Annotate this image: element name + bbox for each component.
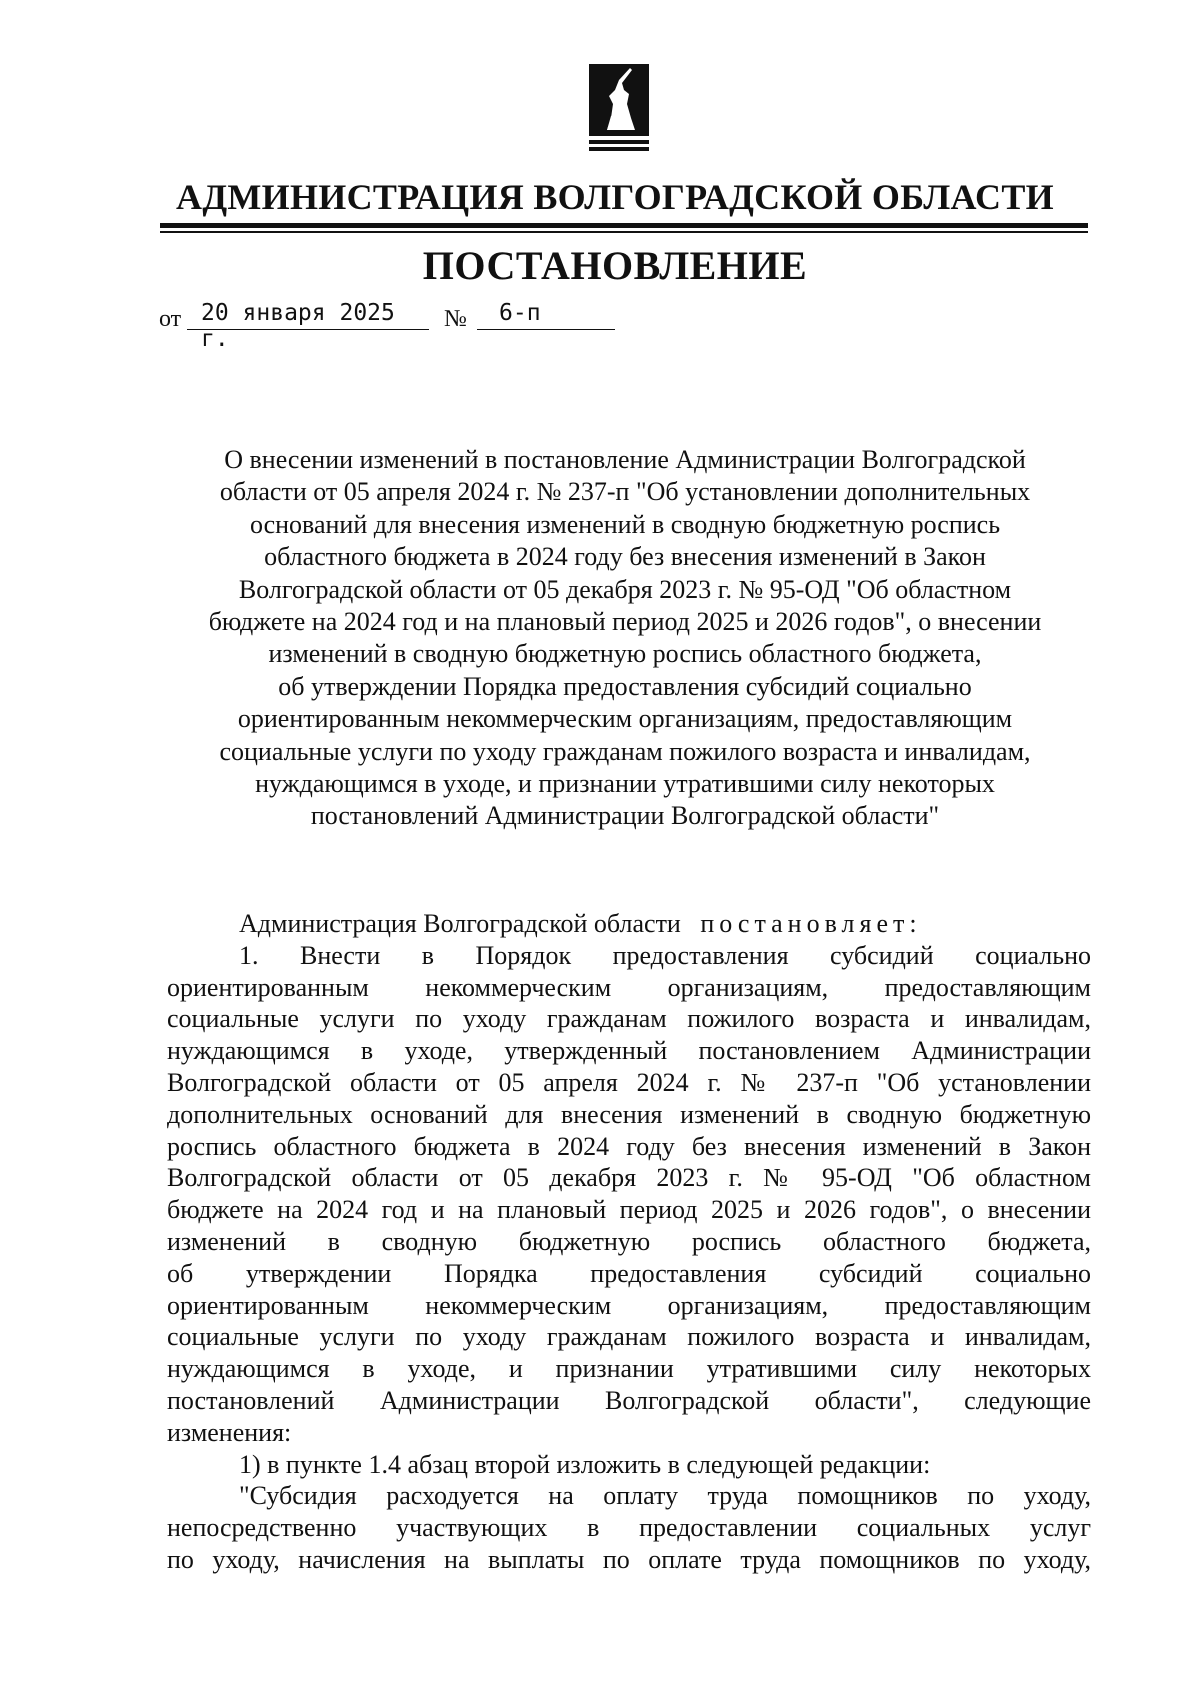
intro-line: [167, 908, 1091, 940]
text-line: Волгоградской области от 05 апреля 2024 г. № 237-п "Об установлении: [167, 1067, 1091, 1097]
document-body: [167, 908, 1091, 1576]
text-line: социальные услуги по уходу гражданам пожилого возраста и инвалидам,: [167, 1322, 1091, 1352]
intro-verb: постановляет:: [700, 909, 922, 938]
volgograd-emblem-icon: [589, 64, 649, 154]
header-rule-thick: [160, 223, 1088, 228]
organization-title: АДМИНИСТРАЦИЯ ВОЛГОГРАДСКОЙ ОБЛАСТИ: [176, 177, 1054, 217]
quoted-text: [167, 1480, 1091, 1575]
text-line: Волгоградской области от 05 декабря 2023 г. № 95-ОД "Об областном: [167, 1163, 1091, 1193]
date-label: от: [159, 306, 182, 332]
subject-line: социальные услуги по уходу гражданам пожилого возраста и инвалидам,: [219, 736, 1031, 766]
subject-line: О внесении изменений в постановление Администрации Волгоградской: [224, 445, 1026, 474]
subitem-1: 1) в пункте 1.4 абзац второй изложить в следующей редакции:: [239, 1449, 931, 1479]
item-1: [167, 940, 1091, 1449]
text-line: по уходу, начисления на выплаты по оплате труда помощников по уходу,: [167, 1544, 1091, 1574]
subject-line: Волгоградской области от 05 декабря 2023 г. № 95-ОД "Об областном: [238, 574, 1012, 604]
text-line: постановлений Администрации Волгоградской области", следующие: [167, 1385, 1091, 1415]
text-line: бюджете на 2024 год и на плановый период 2025 и 2026 годов", о внесении: [167, 1195, 1091, 1225]
header-rule-thin: [160, 231, 1088, 233]
subject-line: изменений в сводную бюджетную роспись областного бюджета,: [268, 639, 982, 669]
text-line: непосредственно участвующих в предоставлении социальных услуг: [167, 1513, 1091, 1543]
text-line: ориентированным некоммерческим организациям, предоставляющим: [167, 1290, 1091, 1320]
subject-line: об утверждении Порядка предоставления субсидий социально: [278, 671, 972, 701]
subject-line: областного бюджета в 2024 году без внесения изменений в Закон: [264, 542, 986, 572]
document-subject: [160, 444, 1090, 833]
document-type-title: ПОСТАНОВЛЕНИЕ: [422, 243, 808, 288]
text-line: нуждающимся в уходе, и признании утратившими силу некоторых: [167, 1354, 1091, 1384]
text-line: нуждающимся в уходе, утвержденный постановлением Администрации: [167, 1036, 1091, 1066]
text-line: "Субсидия расходуется на оплату труда помощников по уходу,: [239, 1481, 1091, 1511]
text-line: социальные услуги по уходу гражданам пожилого возраста и инвалидам,: [167, 1004, 1091, 1034]
subject-line: нуждающимся в уходе, и признании утратившими силу некоторых: [255, 769, 995, 799]
document-number: 6-п: [477, 300, 615, 330]
text-line: изменений в сводную бюджетную роспись областного бюджета,: [167, 1226, 1091, 1256]
subject-line: постановлений Администрации Волгоградской области": [310, 801, 940, 831]
subject-line: бюджете на 2024 год и на плановый период 2025 и 2026 годов", о внесении: [208, 607, 1042, 637]
subject-line: области от 05 апреля 2024 г. № 237-п "Об установлении дополнительных: [219, 477, 1031, 507]
text-line: ориентированным некоммерческим организациям, предоставляющим: [167, 972, 1091, 1002]
text-line: изменения:: [167, 1417, 292, 1447]
text-line: об утверждении Порядка предоставления субсидий социально: [167, 1258, 1091, 1288]
subject-line: ориентированным некоммерческим организациям, предоставляющим: [237, 704, 1013, 734]
number-label: №: [444, 306, 467, 332]
document-date: 20 января 2025 г.: [187, 300, 429, 330]
text-line: роспись областного бюджета в 2024 году без внесения изменений в Закон: [167, 1131, 1091, 1161]
text-line: 1. Внести в Порядок предоставления субсидий социально: [239, 940, 1091, 970]
subject-line: оснований для внесения изменений в сводную бюджетную роспись: [249, 509, 1001, 539]
text-line: дополнительных оснований для внесения изменений в сводную бюджетную: [167, 1099, 1091, 1129]
intro-subject: Администрация Волгоградской области: [239, 909, 681, 938]
